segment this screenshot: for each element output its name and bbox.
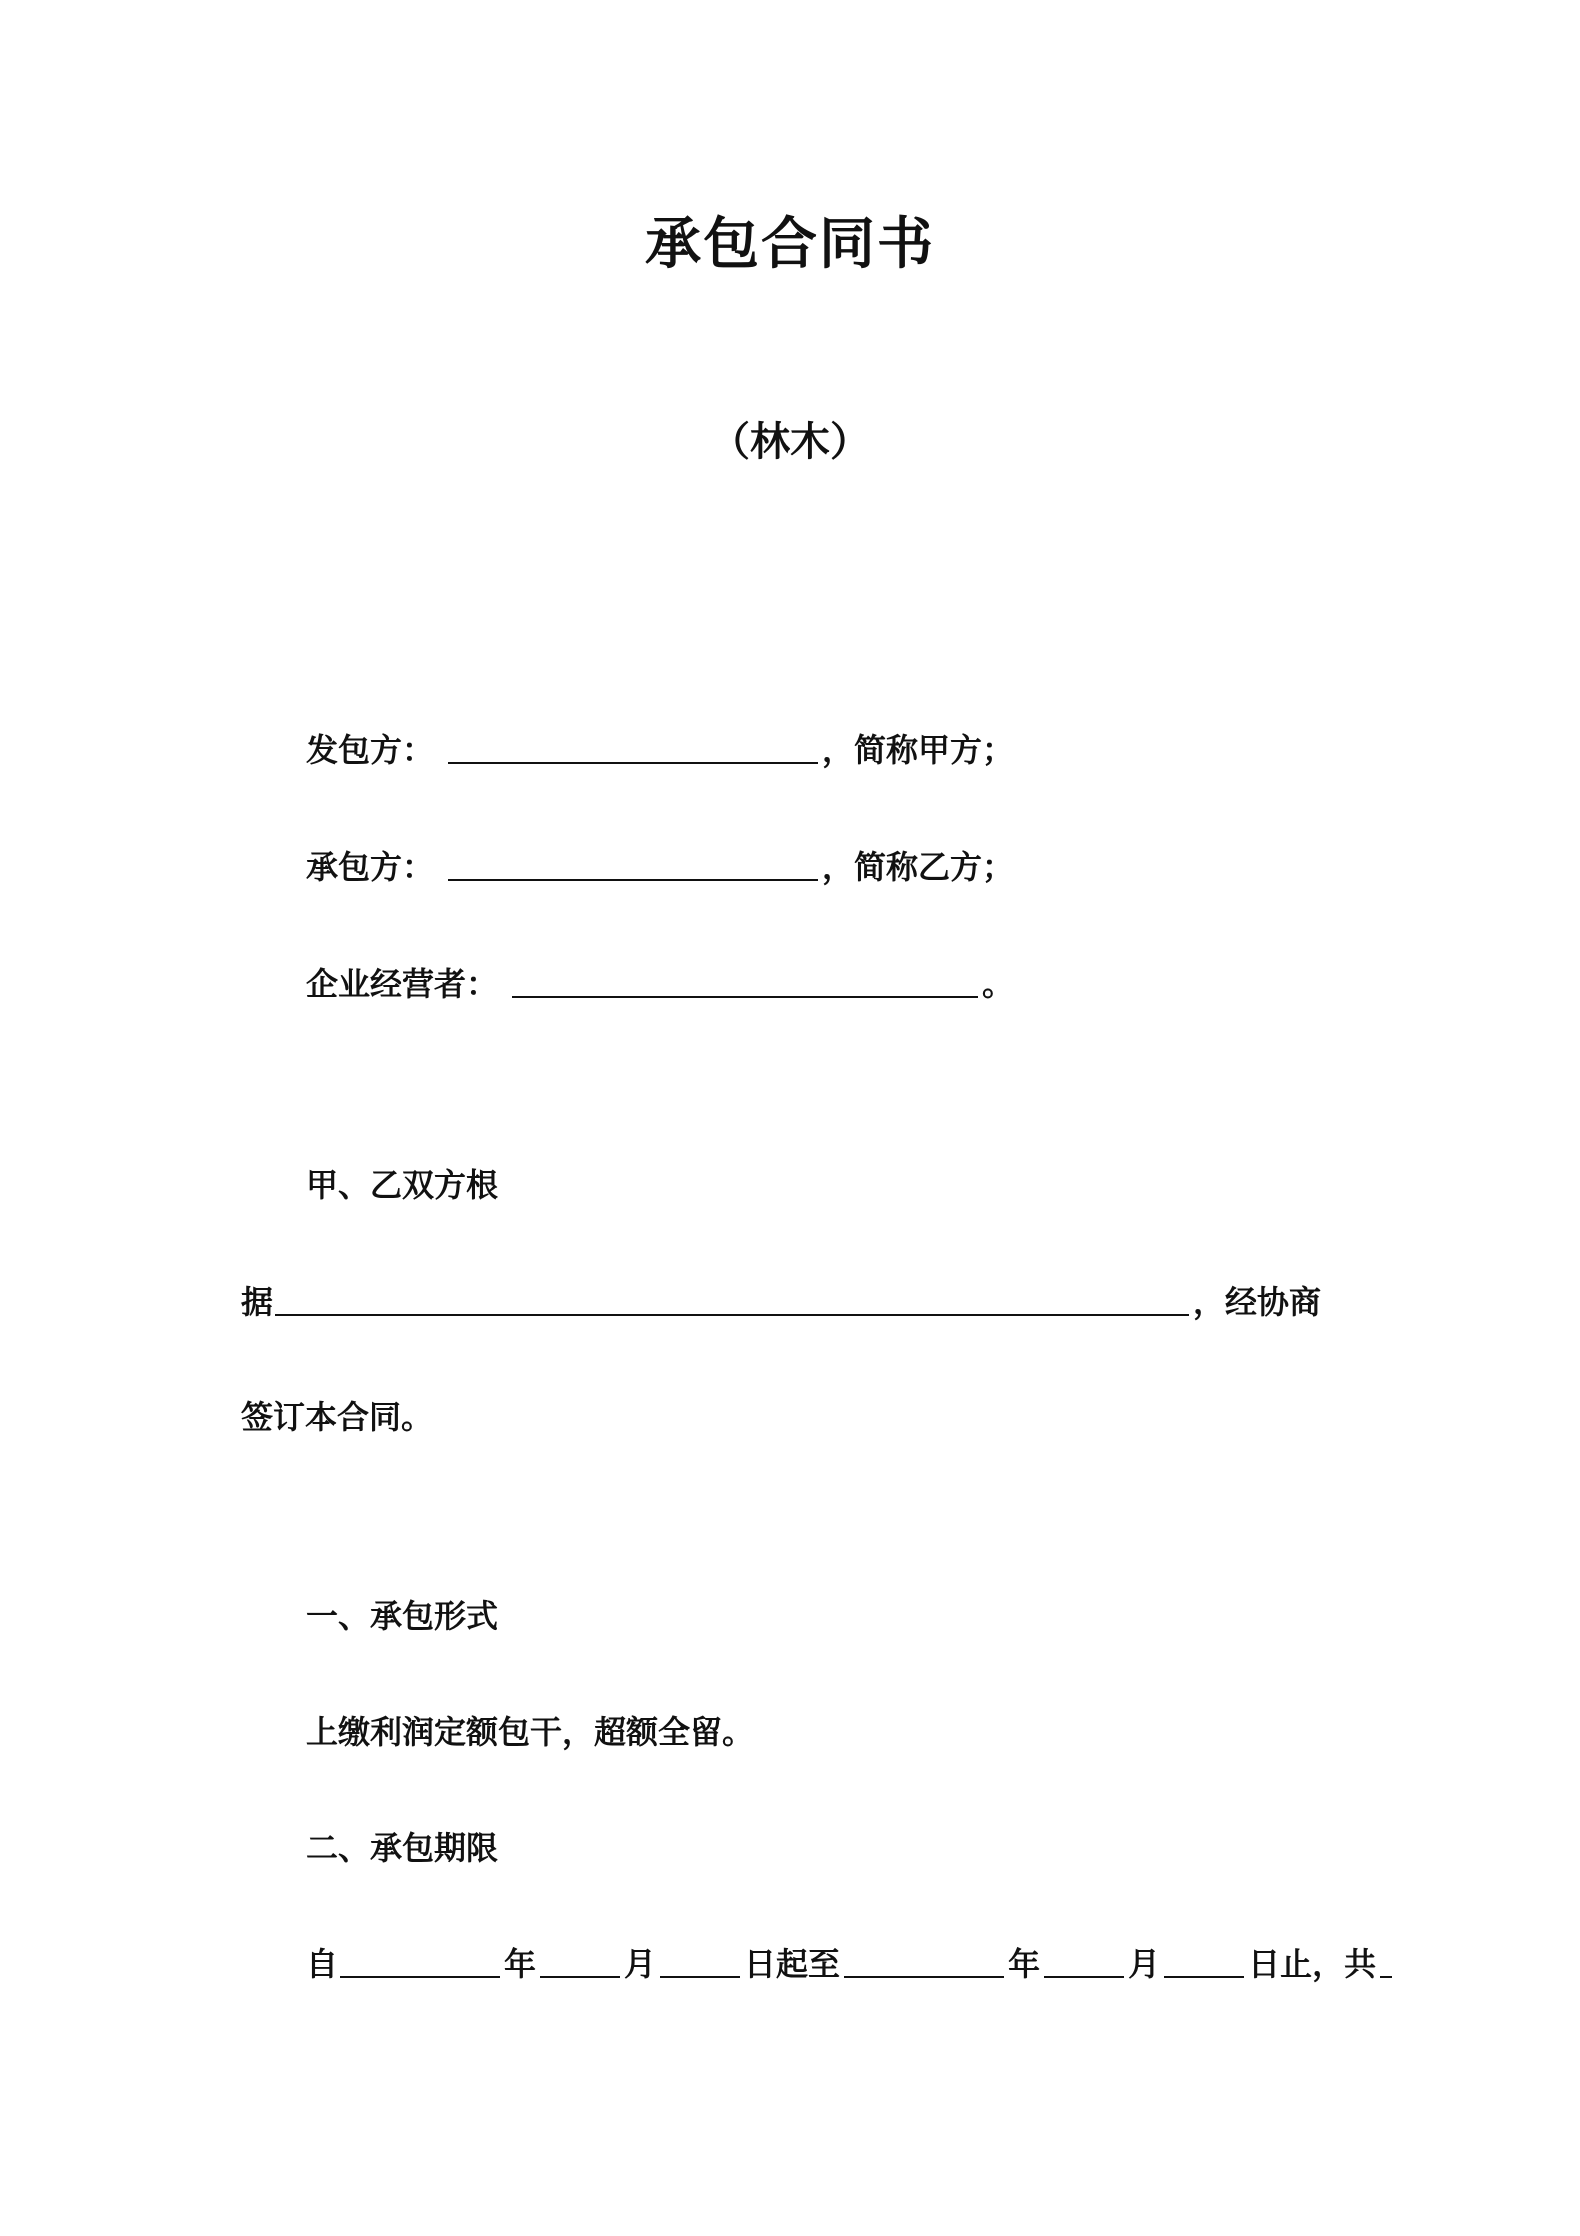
document-title: 承包合同书 xyxy=(645,212,935,277)
end-month-blank[interactable] xyxy=(1044,1942,1124,1978)
contractee-line xyxy=(306,845,1014,889)
preamble-prefix: 据 xyxy=(241,1283,274,1321)
contractee-label: 承包方： xyxy=(306,848,435,886)
start-day-label: 日起至 xyxy=(744,1945,841,1983)
start-year-blank[interactable] xyxy=(340,1942,500,1978)
operator-label: 企业经营者： xyxy=(306,965,499,1003)
contractor-label: 发包方： xyxy=(306,731,435,769)
section1-body: 上缴利润定额包干，超额全留。 xyxy=(306,1713,755,1751)
start-day-blank[interactable] xyxy=(660,1942,740,1978)
start-year-label: 年 xyxy=(504,1945,537,1983)
basis-blank[interactable] xyxy=(275,1280,1189,1316)
preamble-line-1: 甲、乙双方根 xyxy=(306,1166,499,1204)
end-day-label: 日止，共 xyxy=(1248,1945,1377,1983)
start-month-label: 月 xyxy=(624,1945,657,1983)
end-year-label: 年 xyxy=(1008,1945,1041,1983)
operator-suffix: 。 xyxy=(982,965,1015,1003)
preamble-suffix: ，经协商 xyxy=(1193,1283,1322,1321)
start-month-blank[interactable] xyxy=(540,1942,620,1978)
operator-blank[interactable] xyxy=(512,962,978,998)
contractor-line xyxy=(306,728,1014,772)
contractee-blank[interactable] xyxy=(448,845,818,881)
end-month-label: 月 xyxy=(1128,1945,1161,1983)
contractor-blank[interactable] xyxy=(448,728,818,764)
document-subtitle: （林木） xyxy=(710,419,870,465)
operator-line xyxy=(306,962,1014,1006)
end-day-blank[interactable] xyxy=(1164,1942,1244,1978)
preamble-line-2 xyxy=(241,1280,1321,1324)
section2-heading: 二、承包期限 xyxy=(306,1829,499,1867)
contractee-suffix: ，简称乙方； xyxy=(822,848,1015,886)
contractor-suffix: ，简称甲方； xyxy=(822,731,1015,769)
section1-heading: 一、承包形式 xyxy=(306,1597,499,1635)
preamble-line-3: 签订本合同。 xyxy=(241,1398,434,1436)
end-year-blank[interactable] xyxy=(844,1942,1004,1978)
term-from: 自 xyxy=(306,1945,339,1983)
term-line xyxy=(306,1942,1396,1986)
total-period-blank[interactable] xyxy=(1380,1942,1392,1978)
